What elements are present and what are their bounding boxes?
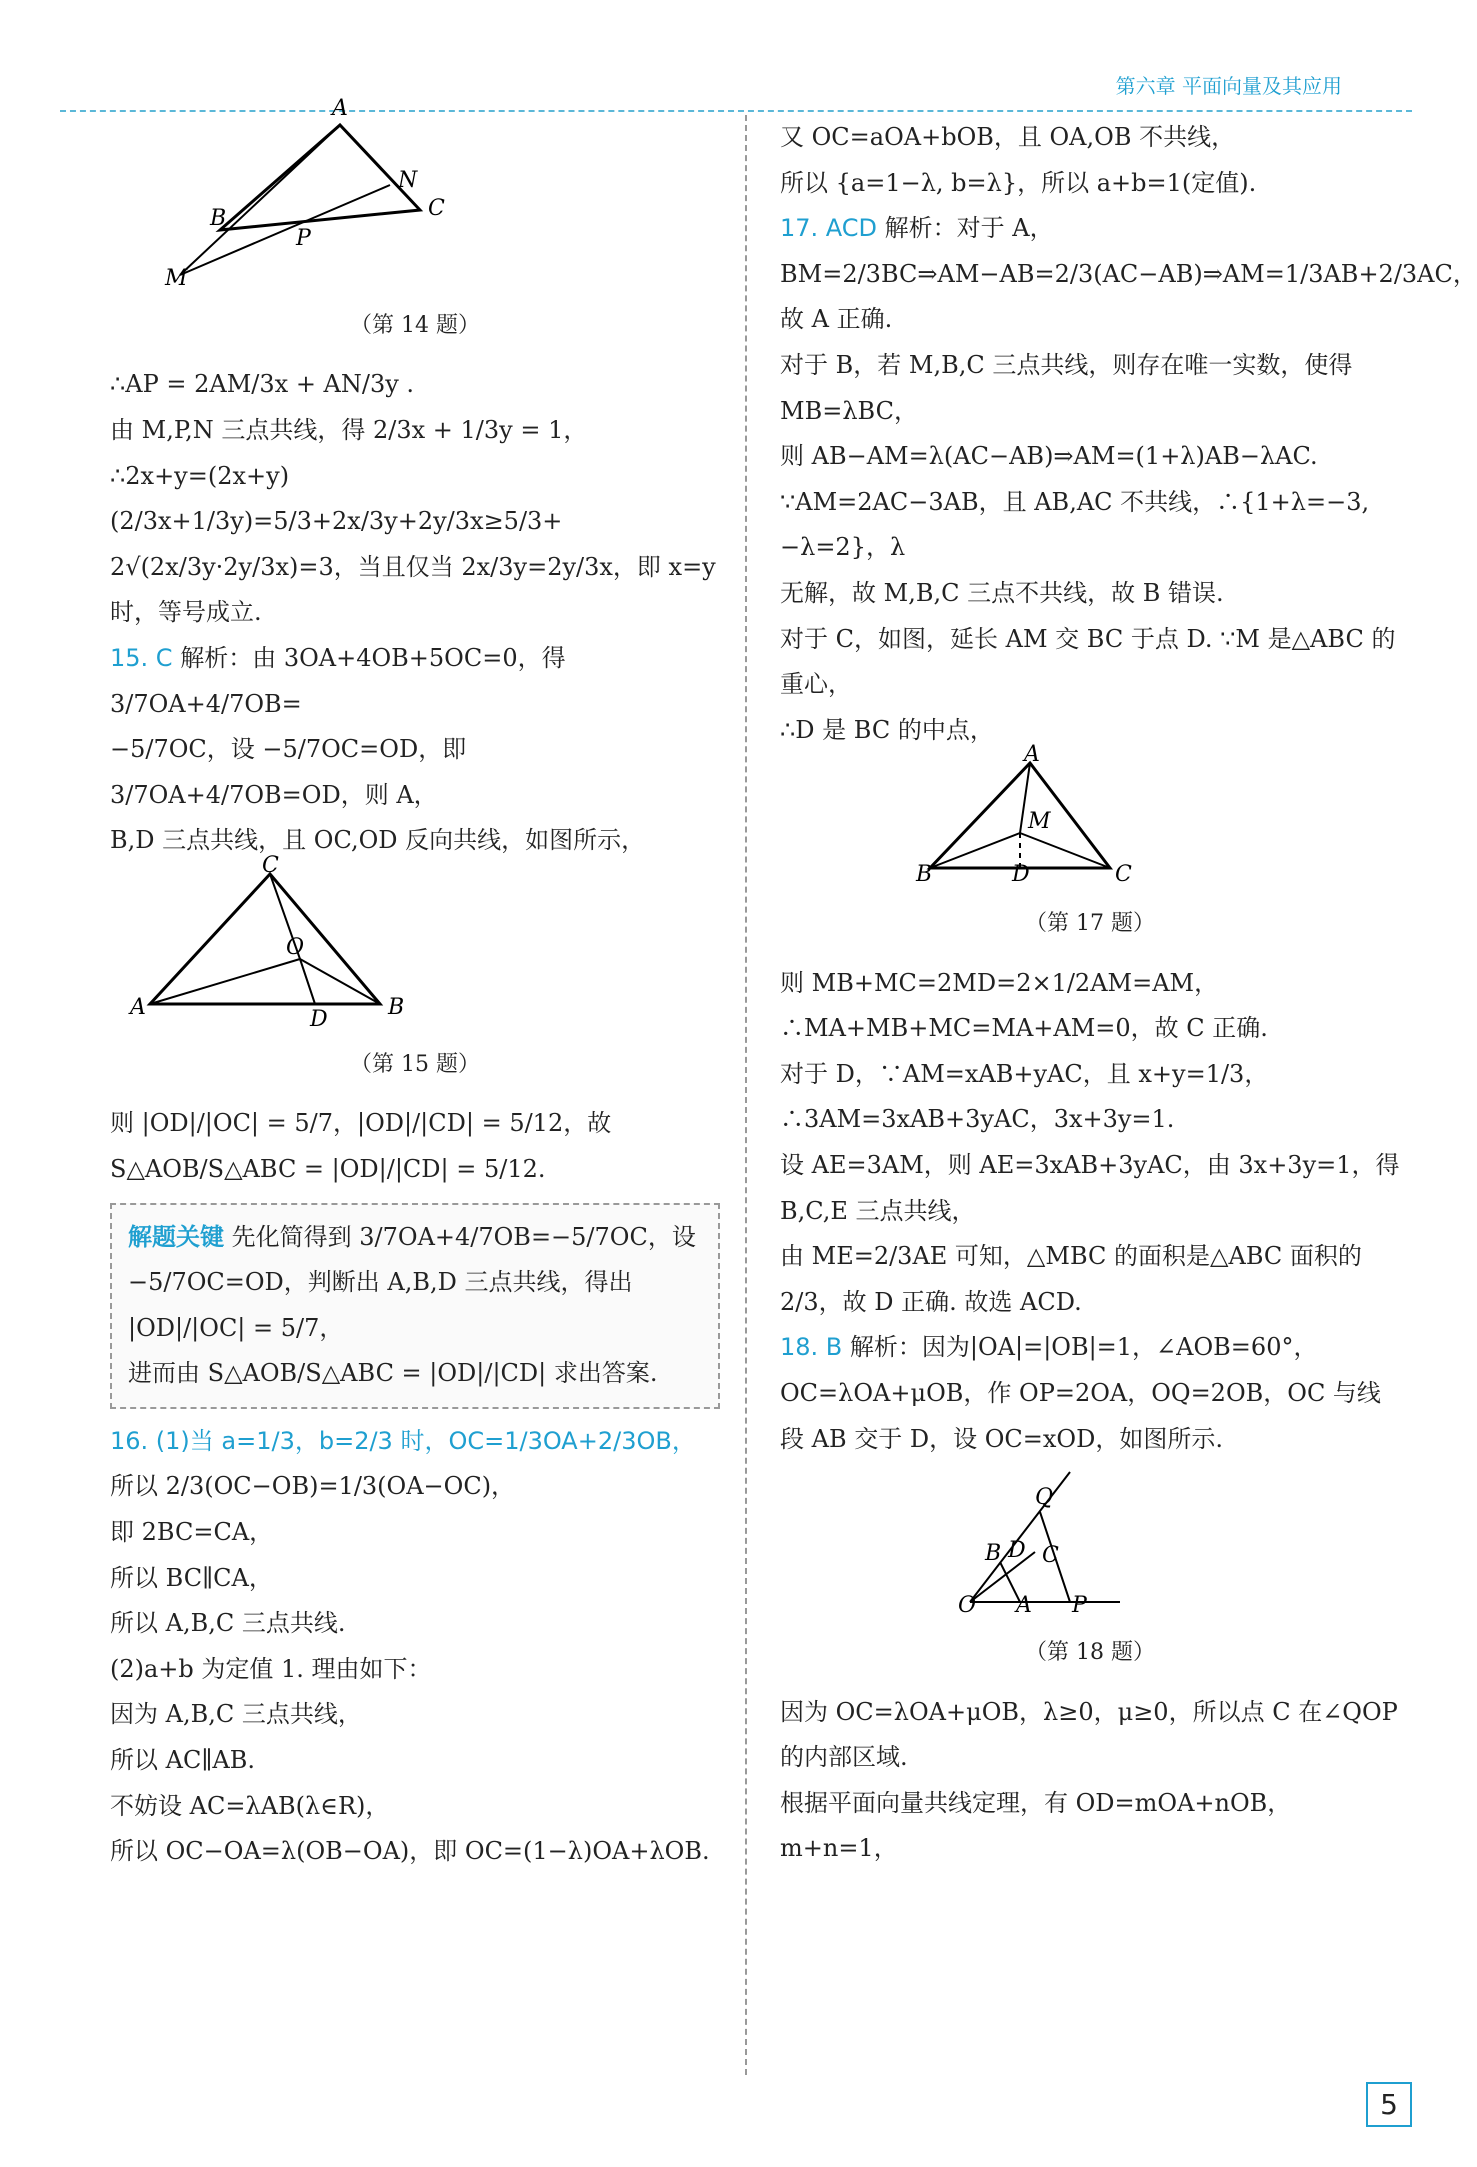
paragraph: 对于 B，若 M,B,C 三点共线，则存在唯一实数，使得 MB=λBC，: [780, 350, 1353, 425]
paragraph: 先化简得到 3/7OA+4/7OB=−5/7OC，设: [231, 1222, 696, 1251]
paragraph: 根据平面向量共线定理，有 OD=mOA+nOB，m+n=1，: [780, 1788, 1292, 1863]
paragraph: 所以 A,B,C 三点共线.: [110, 1609, 346, 1638]
key-box: [110, 1203, 720, 1409]
svg-text:M: M: [1028, 809, 1051, 835]
column-divider: [745, 115, 747, 2075]
svg-text:A: A: [332, 96, 348, 121]
paragraph: ∴2x+y=(2x+y)(2/3x+1/3y)=5/3+2x/3y+2y/3x≥5/3+: [110, 461, 563, 536]
paragraph: (2)a+b 为定值 1. 理由如下：: [110, 1654, 432, 1683]
paragraph: 所以 AC∥AB.: [110, 1746, 256, 1775]
left-column: [110, 96, 720, 1875]
paragraph: 对于 D，∵AM=xAB+yAC，且 x+y=1/3，∴3AM=3xAB+3yAC，3x+3y=1.: [780, 1059, 1269, 1134]
question-18: [780, 1325, 1400, 1462]
paragraph: 所以 {a=1−λ, b=λ}，所以 a+b=1(定值).: [780, 168, 1257, 197]
paragraph: 解析：因为|OA|=|OB|=1，∠AOB=60°，OC=λOA+μOB，作 OP=2OA，OQ=2OB，OC 与线段 AB 交于 D，设 OC=xOD，如图所示.: [780, 1333, 1381, 1453]
paragraph: 所以 OC−OA=λ(OB−OA)，即 OC=(1−λ)OA+λOB.: [110, 1837, 710, 1866]
paragraph: 对于 C，如图，延长 AM 交 BC 于点 D. ∵M 是△ABC 的重心，: [780, 624, 1396, 699]
paragraph: B,D 三点共线，且 OC,OD 反向共线，如图所示，: [110, 826, 646, 855]
svg-text:A: A: [1016, 1593, 1032, 1619]
figure-18-caption: （第 18 题）: [1025, 1639, 1155, 1665]
svg-text:C: C: [1042, 1543, 1059, 1569]
svg-text:D: D: [1012, 862, 1030, 888]
paragraph: 则 MB+MC=2MD=2×1/2AM=AM，∴MA+MB+MC=MA+AM=0，故 C 正确.: [780, 968, 1268, 1043]
paragraph: ∵AM=2AC−3AB，且 AB,AC 不共线，∴{1+λ=−3, −λ=2}，λ: [780, 487, 1370, 562]
svg-text:Q: Q: [1035, 1485, 1054, 1511]
paragraph: 因为 A,B,C 三点共线，: [110, 1700, 362, 1729]
svg-text:C: C: [1115, 862, 1132, 888]
paragraph: 即 2BC=CA，: [110, 1518, 274, 1547]
figure-18: [780, 1462, 1380, 1619]
paragraph: 进而由 S△AOB/S△ABC = |OD|/|CD| 求出答案.: [128, 1359, 658, 1388]
svg-text:P: P: [1072, 1593, 1087, 1619]
svg-text:D: D: [1008, 1538, 1026, 1564]
figure-17-caption: （第 17 题）: [1025, 910, 1155, 936]
svg-text:O: O: [286, 934, 305, 960]
svg-text:N: N: [398, 168, 418, 193]
figure-14-caption: （第 14 题）: [350, 312, 480, 338]
svg-text:A: A: [1024, 742, 1040, 768]
paragraph: 由 M,P,N 三点共线，得 2/3x + 1/3y = 1，: [110, 415, 588, 444]
question-number: 18. B: [780, 1333, 843, 1362]
paragraph: 解析：对于 A，BM=2/3BC⇒AM−AB=2/3(AC−AB)⇒AM=1/3AB+2/3AC，故 A 正确.: [780, 214, 1477, 334]
right-column: [780, 115, 1477, 1872]
figure-14: [110, 96, 710, 291]
figure-17: [780, 742, 1380, 888]
question-17: [780, 206, 1477, 343]
paragraph: 所以 2/3(OC−OB)=1/3(OA−OC)，: [110, 1472, 516, 1501]
paragraph: 解析：由 3OA+4OB+5OC=0，得 3/7OA+4/7OB=: [110, 643, 566, 718]
svg-text:C: C: [262, 852, 279, 878]
svg-text:B: B: [985, 1541, 1002, 1567]
question-16: 16. (1)当 a=1/3，b=2/3 时，OC=1/3OA+2/3OB，: [110, 1426, 696, 1455]
paragraph: 因为 OC=λOA+μOB，λ≥0，μ≥0，所以点 C 在∠QOP 的内部区域.: [780, 1697, 1398, 1772]
paragraph: 由 ME=2/3AE 可知，△MBC 的面积是△ABC 面积的 2/3，故 D 正确. 故选 ACD.: [780, 1242, 1362, 1316]
svg-text:B: B: [210, 206, 227, 231]
paragraph: ∴D 是 BC 的中点，: [780, 715, 994, 744]
svg-text:A: A: [130, 994, 146, 1020]
svg-text:D: D: [310, 1006, 328, 1032]
figure-15: [110, 852, 710, 1032]
paragraph: ∴AP = 2AM/3x + AN/3y .: [110, 370, 415, 399]
paragraph: −5/7OC，设 −5/7OC=OD，即 3/7OA+4/7OB=OD，则 A，: [110, 735, 467, 809]
paragraph: 又 OC=aOA+bOB，且 OA,OB 不共线，: [780, 123, 1236, 151]
svg-text:B: B: [916, 862, 933, 888]
question-15: [110, 636, 720, 727]
question-number: 17. ACD: [780, 214, 878, 243]
paragraph: 设 AE=3AM，则 AE=3xAB+3yAC，由 3x+3y=1，得 B,C,E 三点共线，: [780, 1151, 1400, 1225]
paragraph: 则 |OD|/|OC| = 5/7，|OD|/|CD| = 5/12，故 S△AOB/S△ABC = |OD|/|CD| = 5/12.: [110, 1109, 612, 1183]
svg-text:P: P: [296, 226, 311, 251]
svg-text:O: O: [958, 1593, 977, 1619]
paragraph: 所以 BC∥CA，: [110, 1563, 273, 1592]
paragraph: 则 AB−AM=λ(AC−AB)⇒AM=(1+λ)AB−λAC.: [780, 442, 1318, 471]
page-number: 5: [1366, 2082, 1412, 2127]
header: [60, 70, 1412, 112]
paragraph: −5/7OC=OD，判断出 A,B,D 三点共线，得出 |OD|/|OC| = 5/7，: [128, 1268, 633, 1342]
svg-text:C: C: [428, 196, 445, 221]
svg-text:M: M: [165, 266, 188, 291]
question-number: 15. C: [110, 643, 173, 672]
figure-15-caption: （第 15 题）: [350, 1051, 480, 1077]
header-title: 第六章 平面向量及其应用: [1115, 74, 1342, 98]
svg-text:B: B: [388, 994, 405, 1020]
paragraph: 无解，故 M,B,C 三点不共线，故 B 错误.: [780, 578, 1224, 607]
paragraph: 不妨设 AC=λAB(λ∈R)，: [110, 1791, 390, 1820]
key-title: 解题关键: [128, 1222, 224, 1251]
paragraph: 2√(2x/3y·2y/3x)=3，当且仅当 2x/3y=2y/3x，即 x=y 时，等号成立.: [110, 552, 716, 627]
